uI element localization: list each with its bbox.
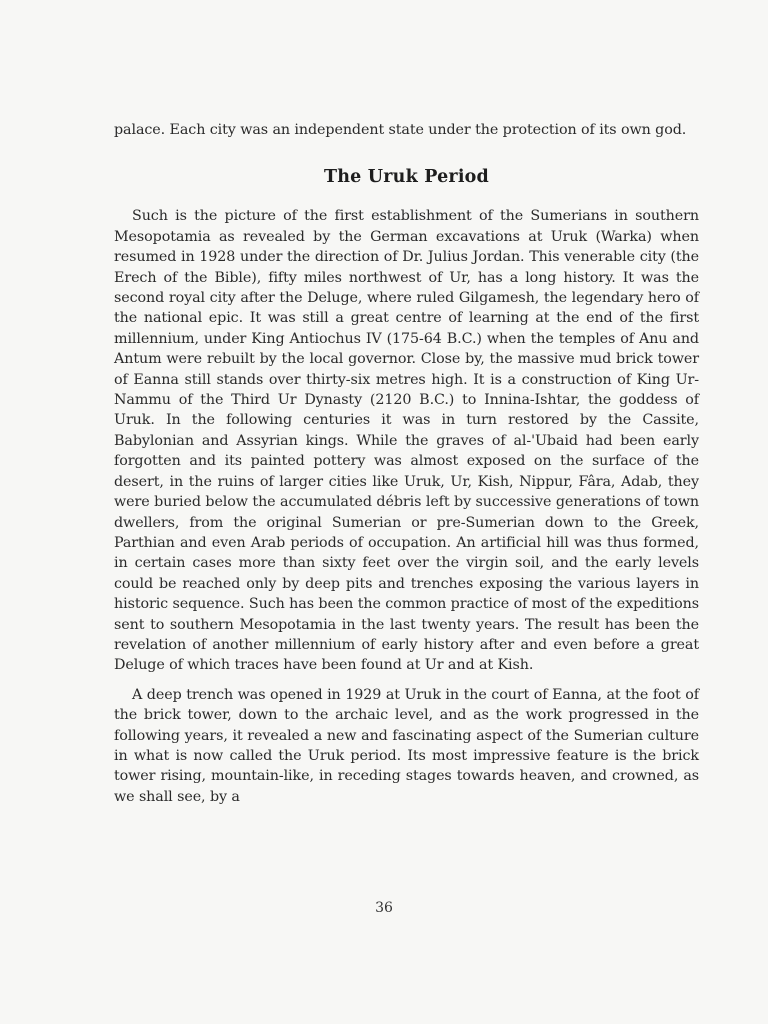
section-heading: The Uruk Period	[324, 167, 489, 188]
body-paragraph-1: Such is the picture of the first establishment of the Sumerians in southern Mesopotamia as revealed by the German excavations at Uruk (Warka) when resumed in 1928 under the direction of Dr. Julius Jordan. This venerable city (the Erech of the Bible), fifty miles northwest of Ur, has a long history. It was the second royal city after the Deluge, where ruled Gilgamesh, the legendary hero of the national epic. It was still a great centre of learning at the end of the first millennium, under King Antiochus IV (175-64 B.C.) when the temples of Anu and Antum were rebuilt by the local governor. Close by, the massive mud brick tower of Eanna still stands over thirty-six metres high. It is a construction of King Ur-Nammu of the Third Ur Dynasty (2120 B.C.) to Innina-Ishtar, the goddess of Uruk. In the following centuries it was in turn restored by the Cassite, Babylonian and Assyrian kings. While the graves of al-'Ubaid had been early forgotten and its painted pottery was almost exposed on the surface of the desert, in the ruins of larger cities like Uruk, Ur, Kish, Nippur, Fâra, Adab, they were buried below the accumulated débris left by successive generations of town dwellers, from the original Sumerian or pre-Sumerian down to the Greek, Parthian and even Arab periods of occupation. An artificial hill was thus formed, in certain cases more than sixty feet over the virgin soil, and the early levels could be reached only by deep pits and trenches exposing the various layers in historic sequence. Such has been the common practice of most of the expeditions sent to southern Mesopotamia in the last twenty years. The result has been the revelation of another millennium of early history after and even before a great Deluge of which traces have been found at Ur and at Kish.	[114, 208, 699, 674]
opening-paragraph: palace. Each city was an independent state under the protection of its own god.	[114, 122, 687, 138]
page-body	[114, 120, 699, 807]
page-number: 36	[375, 900, 393, 916]
paragraph-gap	[114, 676, 699, 685]
body-paragraph-2: A deep trench was opened in 1929 at Uruk in the court of Eanna, at the foot of the brick tower, down to the archaic level, and as the work progressed in the following years, it revealed a new and fascinating aspect of the Sumerian culture in what is now called the Uruk period. Its most impressive feature is the brick tower rising, mountain-like, in receding stages towards heaven, and crowned, as we shall see, by a	[114, 686, 699, 805]
